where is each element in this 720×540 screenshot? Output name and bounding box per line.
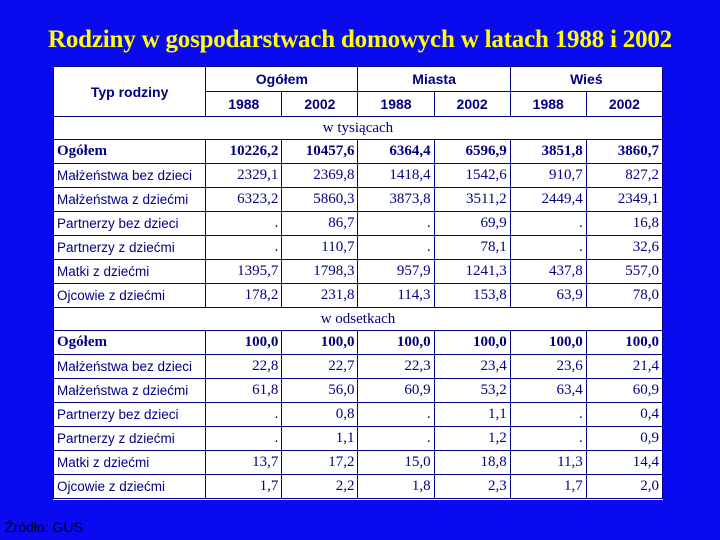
row-label: Partnerzy z dziećmi bbox=[54, 427, 206, 451]
header-row-groups bbox=[54, 67, 663, 92]
family-table bbox=[53, 66, 663, 499]
table-cell: 2449,4 bbox=[510, 188, 586, 212]
row-label: Matki z dziećmi bbox=[54, 260, 206, 284]
table-cell: . bbox=[510, 212, 586, 236]
table-cell: 22,8 bbox=[206, 355, 282, 379]
table-cell: . bbox=[206, 403, 282, 427]
section-header-row bbox=[54, 308, 663, 331]
table-cell: 1,7 bbox=[510, 475, 586, 499]
column-group-ogolem: Ogółem bbox=[206, 67, 358, 92]
table-cell: 2349,1 bbox=[586, 188, 662, 212]
table-cell: 21,4 bbox=[586, 355, 662, 379]
table-cell: 56,0 bbox=[282, 379, 358, 403]
table-row bbox=[54, 140, 663, 164]
table-cell: 0,4 bbox=[586, 403, 662, 427]
table-cell: 110,7 bbox=[282, 236, 358, 260]
table-cell: 437,8 bbox=[510, 260, 586, 284]
row-label: Małżeństwa bez dzieci bbox=[54, 164, 206, 188]
row-label: Ojcowie z dziećmi bbox=[54, 284, 206, 308]
table-cell: 15,0 bbox=[358, 451, 434, 475]
table-cell: 100,0 bbox=[282, 331, 358, 355]
year-header: 1988 bbox=[206, 92, 282, 117]
table-cell: . bbox=[358, 403, 434, 427]
row-label: Partnerzy z dziećmi bbox=[54, 236, 206, 260]
year-header: 2002 bbox=[586, 92, 662, 117]
table-cell: 11,3 bbox=[510, 451, 586, 475]
table-cell: 1542,6 bbox=[434, 164, 510, 188]
table-cell: 1,1 bbox=[434, 403, 510, 427]
table-cell: 32,6 bbox=[586, 236, 662, 260]
table-cell: 23,6 bbox=[510, 355, 586, 379]
table-cell: 60,9 bbox=[358, 379, 434, 403]
column-group-wies: Wieś bbox=[510, 67, 662, 92]
row-label: Małżeństwa bez dzieci bbox=[54, 355, 206, 379]
table-cell: 1,1 bbox=[282, 427, 358, 451]
table-row bbox=[54, 212, 663, 236]
table-cell: 3860,7 bbox=[586, 140, 662, 164]
table-cell: 61,8 bbox=[206, 379, 282, 403]
table-row bbox=[54, 164, 663, 188]
table-cell: . bbox=[358, 236, 434, 260]
section-header-row bbox=[54, 117, 663, 140]
table-cell: . bbox=[206, 212, 282, 236]
table-row bbox=[54, 355, 663, 379]
table-cell: 153,8 bbox=[434, 284, 510, 308]
table-cell: 63,9 bbox=[510, 284, 586, 308]
table-cell: 63,4 bbox=[510, 379, 586, 403]
row-label: Ogółem bbox=[54, 140, 206, 164]
table-cell: 827,2 bbox=[586, 164, 662, 188]
row-label: Małżeństwa z dziećmi bbox=[54, 188, 206, 212]
section-label: w odsetkach bbox=[54, 308, 663, 331]
table-row bbox=[54, 188, 663, 212]
table-cell: 3873,8 bbox=[358, 188, 434, 212]
table-cell: 2,3 bbox=[434, 475, 510, 499]
table-cell: 17,2 bbox=[282, 451, 358, 475]
row-label: Matki z dziećmi bbox=[54, 451, 206, 475]
year-header: 2002 bbox=[434, 92, 510, 117]
table-row bbox=[54, 284, 663, 308]
table-cell: . bbox=[510, 427, 586, 451]
table-cell: 23,4 bbox=[434, 355, 510, 379]
year-header: 1988 bbox=[510, 92, 586, 117]
table-cell: 3851,8 bbox=[510, 140, 586, 164]
table-cell: 86,7 bbox=[282, 212, 358, 236]
column-header-typ: Typ rodziny bbox=[54, 67, 206, 117]
table-cell: 100,0 bbox=[434, 331, 510, 355]
year-header: 2002 bbox=[282, 92, 358, 117]
row-label: Partnerzy bez dzieci bbox=[54, 212, 206, 236]
table-cell: 78,0 bbox=[586, 284, 662, 308]
slide-title: Rodziny w gospodarstwach domowych w latach 1988 i 2002 bbox=[48, 26, 672, 53]
table-row bbox=[54, 475, 663, 499]
table-cell: 69,9 bbox=[434, 212, 510, 236]
table-cell: 910,7 bbox=[510, 164, 586, 188]
table-cell: 60,9 bbox=[586, 379, 662, 403]
table-cell: 100,0 bbox=[586, 331, 662, 355]
year-header: 1988 bbox=[358, 92, 434, 117]
table-cell: 1,2 bbox=[434, 427, 510, 451]
table-cell: 178,2 bbox=[206, 284, 282, 308]
table-cell: . bbox=[206, 427, 282, 451]
table-cell: . bbox=[358, 212, 434, 236]
table-row bbox=[54, 451, 663, 475]
family-table-container bbox=[53, 66, 663, 500]
table-cell: 1418,4 bbox=[358, 164, 434, 188]
table-row bbox=[54, 236, 663, 260]
table-row bbox=[54, 260, 663, 284]
row-label: Ojcowie z dziećmi bbox=[54, 475, 206, 499]
row-label: Małżeństwa z dziećmi bbox=[54, 379, 206, 403]
table-cell: 1241,3 bbox=[434, 260, 510, 284]
table-cell: 100,0 bbox=[510, 331, 586, 355]
source-note: Źródło: GUS bbox=[5, 519, 83, 535]
table-body bbox=[54, 117, 663, 499]
table-cell: . bbox=[510, 236, 586, 260]
table-cell: 14,4 bbox=[586, 451, 662, 475]
table-row bbox=[54, 403, 663, 427]
table-cell: 22,7 bbox=[282, 355, 358, 379]
table-cell: 0,9 bbox=[586, 427, 662, 451]
table-cell: 53,2 bbox=[434, 379, 510, 403]
row-label: Partnerzy bez dzieci bbox=[54, 403, 206, 427]
table-cell: 100,0 bbox=[206, 331, 282, 355]
column-group-miasta: Miasta bbox=[358, 67, 510, 92]
table-cell: 22,3 bbox=[358, 355, 434, 379]
table-cell: 100,0 bbox=[358, 331, 434, 355]
table-row bbox=[54, 379, 663, 403]
row-label: Ogółem bbox=[54, 331, 206, 355]
table-cell: 6323,2 bbox=[206, 188, 282, 212]
table-cell: . bbox=[358, 427, 434, 451]
table-cell: 2,2 bbox=[282, 475, 358, 499]
table-cell: 557,0 bbox=[586, 260, 662, 284]
table-cell: 16,8 bbox=[586, 212, 662, 236]
table-cell: 5860,3 bbox=[282, 188, 358, 212]
table-cell: 10457,6 bbox=[282, 140, 358, 164]
table-cell: 13,7 bbox=[206, 451, 282, 475]
table-cell: . bbox=[510, 403, 586, 427]
table-cell: 6596,9 bbox=[434, 140, 510, 164]
section-label: w tysiącach bbox=[54, 117, 663, 140]
table-cell: 231,8 bbox=[282, 284, 358, 308]
table-cell: 2329,1 bbox=[206, 164, 282, 188]
table-cell: 0,8 bbox=[282, 403, 358, 427]
table-cell: 6364,4 bbox=[358, 140, 434, 164]
table-cell: 114,3 bbox=[358, 284, 434, 308]
table-cell: 1,8 bbox=[358, 475, 434, 499]
table-row bbox=[54, 331, 663, 355]
table-cell: 10226,2 bbox=[206, 140, 282, 164]
table-cell: 3511,2 bbox=[434, 188, 510, 212]
table-cell: 2369,8 bbox=[282, 164, 358, 188]
table-cell: 1798,3 bbox=[282, 260, 358, 284]
table-cell: 1,7 bbox=[206, 475, 282, 499]
table-row bbox=[54, 427, 663, 451]
table-cell: 18,8 bbox=[434, 451, 510, 475]
table-cell: 78,1 bbox=[434, 236, 510, 260]
table-cell: 1395,7 bbox=[206, 260, 282, 284]
table-cell: 957,9 bbox=[358, 260, 434, 284]
table-cell: 2,0 bbox=[586, 475, 662, 499]
table-cell: . bbox=[206, 236, 282, 260]
